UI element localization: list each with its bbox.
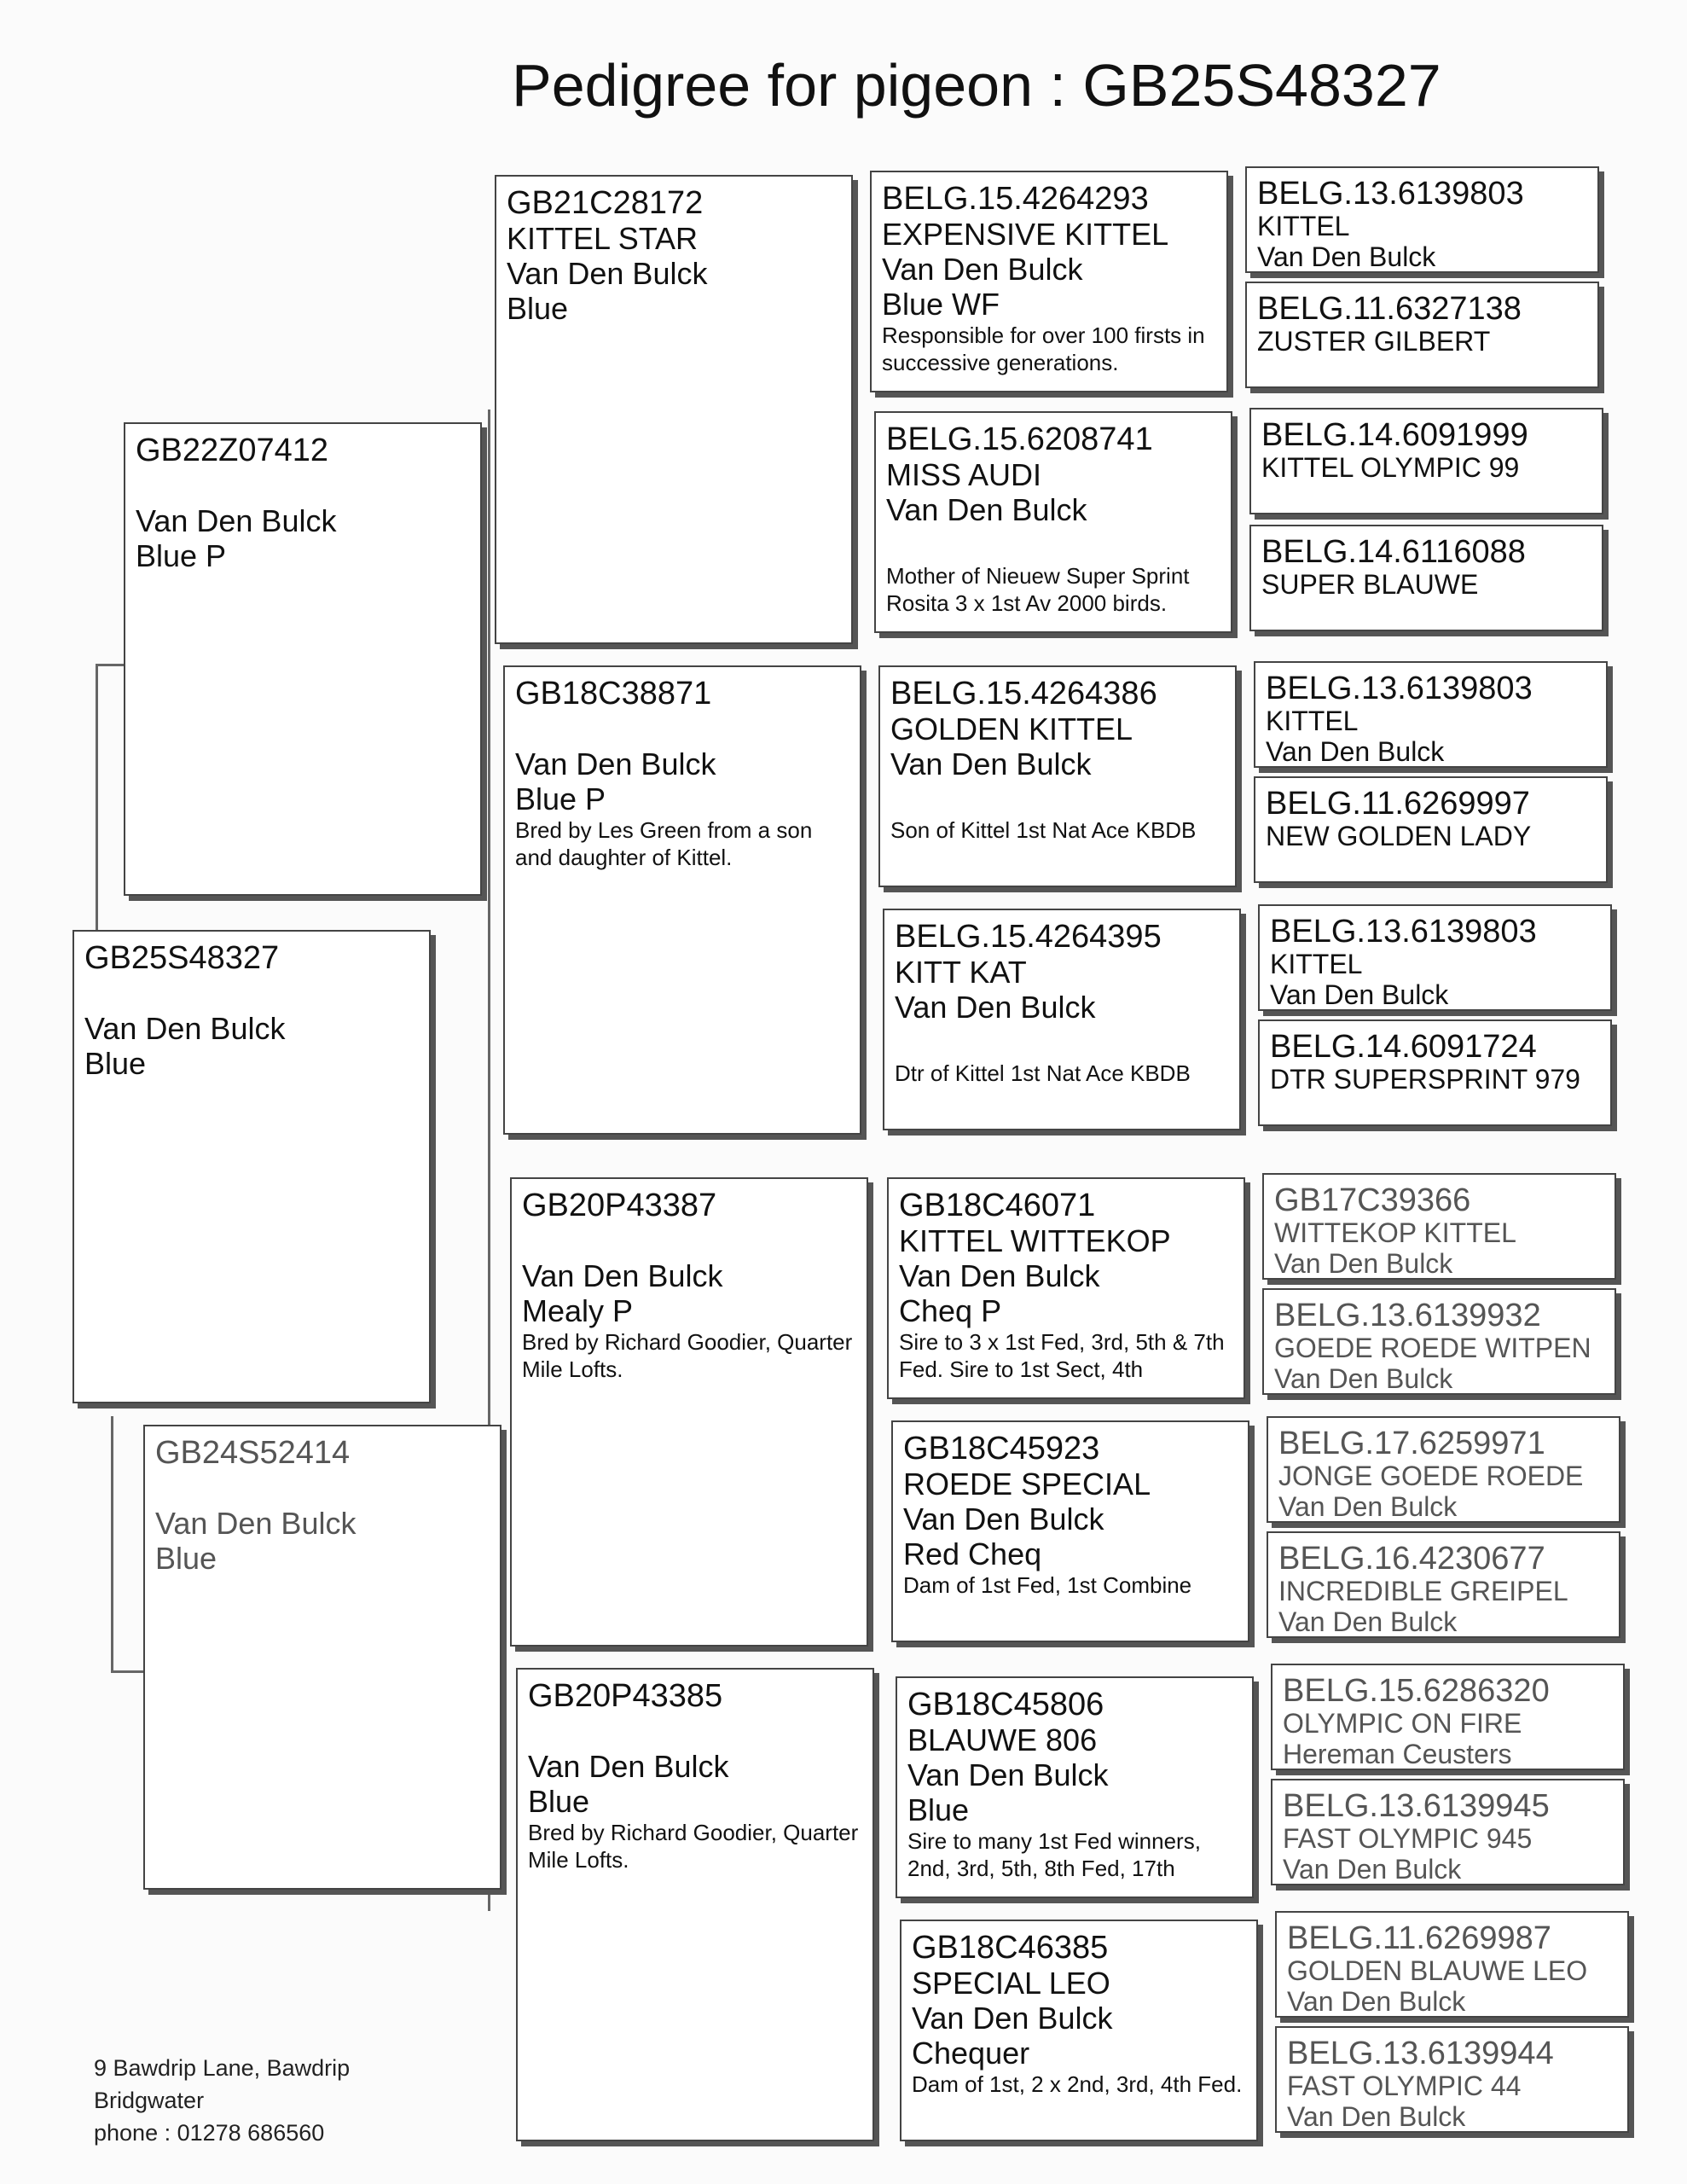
note: Dam of 1st Fed, 1st Combine [903,1572,1192,1598]
breeder: Van Den Bulck [1266,736,1445,767]
colour: Mealy P [522,1293,634,1328]
colour: Blue WF [882,287,1000,322]
pedigree-box-gen5 [1258,904,1612,1011]
breeder: Van Den Bulck [1278,1606,1458,1637]
ring-number: GB24S52414 [155,1435,351,1471]
note: Bred by Richard Goodier, Quarter Mile Lofts. [528,1820,859,1873]
pigeon-name: ZUSTER GILBERT [1257,326,1491,357]
pigeon-name: KITTEL STAR [507,221,699,256]
pigeon-name: KITTEL WITTEKOP [899,1223,1171,1258]
note: Bred by Richard Goodier, Quarter Mile Lofts. [522,1329,853,1382]
colour: Red Cheq [903,1536,1042,1571]
address-line: Bridgwater [94,2088,205,2113]
colour: Blue [155,1541,217,1576]
ring-number: BELG.13.6139803 [1257,176,1524,212]
pigeon-name: FAST OLYMPIC 44 [1287,2071,1522,2101]
pedigree-box-dss [887,1177,1245,1399]
pedigree-box-sdd [883,909,1241,1130]
phone-line: phone : 01278 686560 [94,2120,325,2146]
ring-number: BELG.11.6269997 [1266,786,1530,822]
pigeon-name: DTR SUPERSPRINT 979 [1270,1064,1580,1095]
colour: Blue [528,1784,590,1819]
pigeon-name: GOLDEN KITTEL [890,712,1133,746]
breeder: Van Den Bulck [1274,1363,1453,1394]
pedigree-box-gen5 [1267,1531,1620,1638]
ring-number: BELG.13.6139945 [1283,1788,1550,1824]
breeder: Van Den Bulck [1270,979,1449,1010]
pigeon-name: INCREDIBLE GREIPEL [1278,1576,1568,1606]
pigeon-name: GOLDEN BLAUWE LEO [1287,1955,1588,1986]
pedigree-box-gen5 [1245,282,1599,388]
address-line: 9 Bawdrip Lane, Bawdrip [94,2055,351,2081]
colour: Blue P [136,538,227,573]
pedigree-box-gen5 [1258,1019,1612,1126]
breeder: Van Den Bulck [895,990,1096,1025]
pedigree-box-dam [143,1425,501,1890]
pedigree-box-gen5 [1271,1664,1625,1770]
ring-number: BELG.14.6091724 [1270,1029,1537,1065]
pedigree-box-gen5 [1275,1911,1629,2018]
ring-number: BELG.13.6139944 [1287,2036,1554,2071]
breeder: Van Den Bulck [890,746,1092,781]
pigeon-name: KITT KAT [895,955,1027,990]
note: Son of Kittel 1st Nat Ace KBDB [890,817,1197,843]
colour: Blue [507,291,569,326]
pedigree-box-gen5 [1275,2026,1629,2133]
pedigree-box-gen5 [1267,1416,1620,1523]
ring-number: BELG.13.6139932 [1274,1298,1541,1333]
colour: Cheq P [899,1293,1002,1328]
ring-number: BELG.11.6327138 [1257,291,1522,327]
pedigree-box-gen5 [1249,525,1603,631]
breeder: Van Den Bulck [528,1749,729,1784]
ring-number: BELG.13.6139803 [1270,914,1537,950]
ring-number: GB18C46385 [912,1930,1109,1966]
pigeon-name: NEW GOLDEN LADY [1266,821,1532,851]
ring-number: GB18C45806 [907,1687,1104,1722]
breeder: Van Den Bulck [907,1757,1109,1792]
ring-number: BELG.11.6269987 [1287,1920,1551,1956]
page-title: Pedigree for pigeon : GB25S48327 [512,52,1441,119]
breeder: Van Den Bulck [155,1506,357,1541]
breeder: Van Den Bulck [912,2001,1113,2036]
colour: Chequer [912,2036,1030,2071]
ring-number: BELG.13.6139803 [1266,671,1533,706]
breeder: Van Den Bulck [1274,1248,1453,1279]
pedigree-box-sire [124,422,482,896]
ring-number: BELG.14.6116088 [1261,534,1526,570]
breeder: Van Den Bulck [1287,1986,1466,2017]
ring-number: GB18C46071 [899,1188,1096,1223]
pigeon-name: GOEDE ROEDE WITPEN [1274,1333,1591,1363]
ring-number: GB20P43385 [528,1678,723,1714]
ring-number: GB21C28172 [507,185,704,221]
address-block [94,2052,350,2149]
breeder: Van Den Bulck [507,256,708,291]
ring-number: BELG.15.6208741 [886,421,1153,457]
ring-number: BELG.15.4264293 [882,181,1149,217]
breeder: Van Den Bulck [1257,241,1436,272]
pedigree-box-gen5 [1262,1173,1616,1280]
ring-number: GB25S48327 [84,940,280,976]
pigeon-name: KITTEL [1266,706,1359,736]
ring-number: BELG.15.4264395 [895,919,1162,955]
pigeon-name: SPECIAL LEO [912,1966,1110,2001]
pedigree-box-dam-dam [516,1668,874,2141]
pedigree-box-ssd [874,411,1232,633]
ring-number: GB18C38871 [515,676,712,712]
pigeon-name: MISS AUDI [886,457,1042,492]
pigeon-name: ROEDE SPECIAL [903,1467,1151,1502]
pedigree-box-dsd [891,1420,1249,1642]
ring-number: GB22Z07412 [136,433,329,468]
connector-line [111,1416,113,1672]
breeder: Van Den Bulck [903,1502,1104,1536]
colour: Blue [907,1792,970,1827]
pedigree-box-sire-sire [495,175,853,644]
ring-number: BELG.15.4264386 [890,676,1157,712]
pigeon-name: KITTEL [1270,949,1363,979]
pedigree-box-dam-sire [510,1177,868,1647]
pigeon-name: EXPENSIVE KITTEL [882,217,1169,252]
note: Bred by Les Green from a son and daughter of Kittel. [515,817,813,870]
breeder: Van Den Bulck [515,746,716,781]
connector-line [96,664,98,937]
colour: Blue P [515,781,606,816]
breeder: Van Den Bulck [882,252,1083,287]
pedigree-box-gen5 [1262,1288,1616,1395]
note: Sire to 3 x 1st Fed, 3rd, 5th & 7th Fed. Sire to 1st Sect, 4th [899,1329,1225,1382]
pigeon-name: KITTEL [1257,211,1350,241]
note: Mother of Nieuew Super Sprint Rosita 3 x 1st Av 2000 birds. [886,563,1190,616]
pigeon-name: OLYMPIC ON FIRE [1283,1708,1522,1739]
pedigree-box-sire-dam [503,665,861,1135]
ring-number: GB20P43387 [522,1188,717,1223]
ring-number: BELG.16.4230677 [1278,1541,1545,1577]
pigeon-name: KITTEL OLYMPIC 99 [1261,452,1520,483]
pedigree-box-sds [878,665,1237,887]
pedigree-box-gen5 [1254,661,1608,768]
pedigree-box-gen5 [1254,776,1608,883]
breeder: Van Den Bulck [1287,2101,1466,2132]
breeder: Hereman Ceusters [1283,1739,1512,1769]
ring-number: GB17C39366 [1274,1182,1471,1218]
pigeon-name: JONGE GOEDE ROEDE [1278,1461,1584,1491]
breeder: Van Den Bulck [84,1011,286,1046]
breeder: Van Den Bulck [1278,1491,1458,1522]
note: Sire to many 1st Fed winners, 2nd, 3rd, 5th, 8th Fed, 17th [907,1828,1201,1881]
note: Dam of 1st, 2 x 2nd, 3rd, 4th Fed. [912,2071,1243,2097]
note: Dtr of Kittel 1st Nat Ace KBDB [895,1060,1191,1086]
pedigree-box-sss [870,171,1228,392]
ring-number: BELG.17.6259971 [1278,1426,1545,1461]
breeder: Van Den Bulck [1283,1854,1462,1885]
pigeon-name: FAST OLYMPIC 945 [1283,1823,1533,1854]
pedigree-box-gen5 [1245,166,1599,273]
pedigree-box-gen5 [1249,408,1603,514]
breeder: Van Den Bulck [886,492,1087,527]
pigeon-name: WITTEKOP KITTEL [1274,1217,1516,1248]
breeder: Van Den Bulck [899,1258,1100,1293]
colour: Blue [84,1046,147,1081]
ring-number: GB18C45923 [903,1431,1100,1467]
pedigree-box-gen5 [1271,1779,1625,1885]
ring-number: BELG.14.6091999 [1261,417,1528,453]
pedigree-box-subject [72,930,431,1403]
connector-line [111,1670,145,1673]
pigeon-name: BLAUWE 806 [907,1722,1098,1757]
pedigree-box-ddd [900,1920,1258,2141]
ring-number: BELG.15.6286320 [1283,1673,1550,1709]
breeder: Van Den Bulck [136,503,337,538]
note: Responsible for over 100 firsts in successive generations. [882,322,1205,375]
pedigree-box-dds [896,1676,1254,1898]
pigeon-name: SUPER BLAUWE [1261,569,1479,600]
breeder: Van Den Bulck [522,1258,723,1293]
